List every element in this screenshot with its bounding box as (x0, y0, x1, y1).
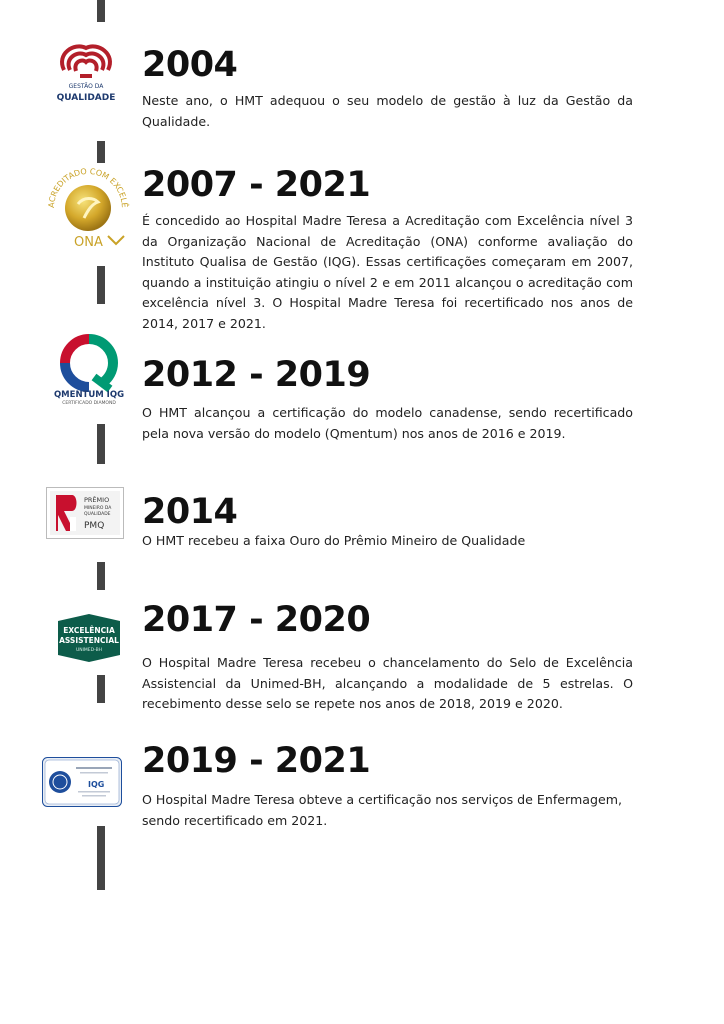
svg-text:QUALIDADE: QUALIDADE (84, 512, 111, 517)
entry-text: O HMT alcançou a certificação do modelo canadense, sendo recertificado pela nova versão do modelo (Qmentum) nos anos de 2016 e 2019. (142, 405, 633, 441)
svg-text:UNIMED-BH: UNIMED-BH (75, 648, 103, 653)
timeline-bar (97, 675, 105, 703)
unimed-seal (54, 613, 124, 663)
svg-text:PRÊMIO: PRÊMIO (84, 496, 110, 504)
timeline-bar (97, 266, 105, 304)
svg-text:ONA: ONA (74, 235, 103, 250)
entry-text: É concedido ao Hospital Madre Teresa a Acreditação com Excelência nível 3 da Organização Nacional de Acreditação (ONA) conforme avaliação do Instituto Qualisa de Gestão (IQG). Essas certificações começaram em 2007, quando a instituição atingiu o nível 2 e em 2011 alcançou o acreditação com excelência nível 3. O Hospital Madre Teresa foi recertificado nos anos de 2014, 2017 e 2021. (142, 213, 633, 331)
entry-year: 2019 - 2021 (142, 741, 371, 781)
timeline-bar (97, 826, 105, 890)
entry-year: 2017 - 2020 (142, 600, 371, 640)
entry-text: O Hospital Madre Teresa recebeu o chancelamento do Selo de Excelência Assistencial da Unimed-BH, alcançando a modalidade de 5 estrelas. O recebimento desse selo se repete nos anos de 2018, 2019 e 2020. (142, 655, 633, 711)
timeline-bar (97, 0, 105, 22)
timeline-bar (97, 141, 105, 163)
enfermagem-certificate (42, 757, 122, 807)
svg-text:IQG: IQG (88, 780, 105, 789)
svg-text:ACREDITADO COM EXCELÊNCIA: ACREDITADO COM EXCELÊ (46, 166, 130, 209)
entry-text: O HMT recebeu a faixa Ouro do Prêmio Mineiro de Qualidade (142, 533, 526, 548)
entry-year: 2004 (142, 45, 238, 85)
svg-text:QUALIDADE: QUALIDADE (56, 93, 116, 103)
entry-text: O Hospital Madre Teresa obteve a certificação nos serviços de Enfermagem, sendo recertificado em 2021. (142, 792, 622, 828)
timeline-bar (97, 562, 105, 590)
pmq-logo (46, 487, 124, 539)
svg-text:MINEIRO DA: MINEIRO DA (84, 506, 112, 511)
svg-text:QMENTUM IQG: QMENTUM IQG (53, 390, 125, 400)
entry-year: 2014 (142, 492, 238, 532)
svg-text:CERTIFICADO DIAMOND: CERTIFICADO DIAMOND (62, 401, 116, 405)
svg-text:GESTÃO DA: GESTÃO DA (68, 83, 104, 90)
gestao-qualidade-logo (50, 40, 122, 106)
timeline-bar (97, 424, 105, 464)
qmentum-logo (50, 333, 128, 405)
svg-text:EXCELÊNCIA: EXCELÊNCIA (63, 626, 115, 635)
ona-seal (44, 166, 132, 250)
svg-text:PMQ: PMQ (84, 521, 105, 531)
entry-year: 2012 - 2019 (142, 355, 371, 395)
entry-year: 2007 - 2021 (142, 165, 371, 205)
entry-text: Neste ano, o HMT adequou o seu modelo de gestão à luz da Gestão da Qualidade. (142, 93, 633, 129)
svg-text:ASSISTENCIAL: ASSISTENCIAL (59, 636, 119, 645)
